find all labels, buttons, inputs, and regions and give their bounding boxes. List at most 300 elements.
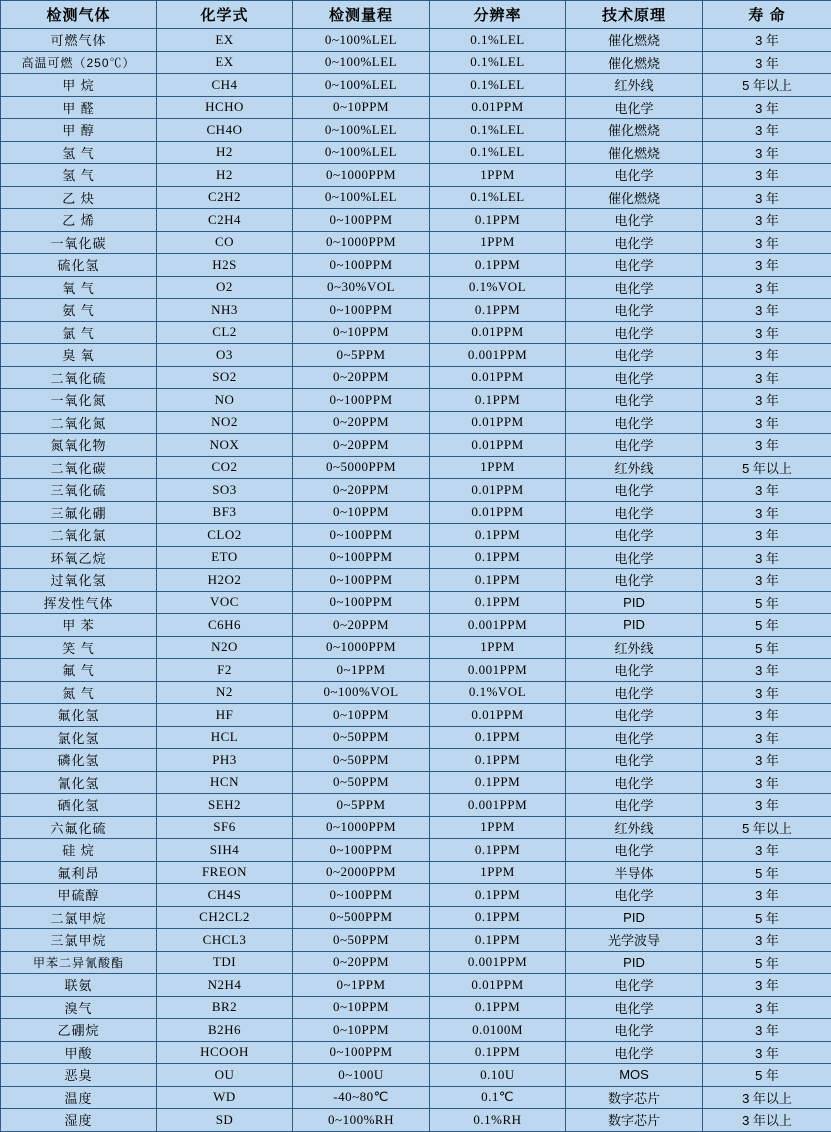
cell-detection-range: 0~100PPM	[293, 591, 430, 614]
cell-resolution: 0.01PPM	[430, 974, 566, 997]
cell-detection-range: 0~100PPM	[293, 299, 430, 322]
cell-resolution: 0.01PPM	[430, 411, 566, 434]
cell-lifespan: 5 年	[703, 636, 831, 659]
column-header-chemical-formula: 化学式	[157, 1, 293, 29]
cell-chemical-formula: CO2	[157, 456, 293, 479]
cell-technical-principle: 催化燃烧	[566, 51, 703, 74]
table-row	[1, 479, 831, 502]
table-row	[1, 524, 831, 547]
cell-lifespan: 5 年以上	[703, 816, 831, 839]
cell-gas-name: 甲酸	[1, 1041, 157, 1064]
cell-lifespan: 3 年	[703, 411, 831, 434]
cell-lifespan: 5 年	[703, 906, 831, 929]
cell-resolution: 0.1PPM	[430, 299, 566, 322]
table-row	[1, 771, 831, 794]
cell-detection-range: 0~100%VOL	[293, 681, 430, 704]
cell-gas-name: 二氧化氯	[1, 524, 157, 547]
cell-chemical-formula: HCOOH	[157, 1041, 293, 1064]
cell-technical-principle: 红外线	[566, 636, 703, 659]
cell-technical-principle: 催化燃烧	[566, 119, 703, 142]
table-row	[1, 1109, 831, 1132]
cell-detection-range: 0~20PPM	[293, 366, 430, 389]
cell-lifespan: 3 年	[703, 209, 831, 232]
cell-chemical-formula: SO3	[157, 479, 293, 502]
cell-resolution: 0.1℃	[430, 1086, 566, 1109]
cell-lifespan: 3 年	[703, 794, 831, 817]
table-row	[1, 74, 831, 97]
cell-detection-range: 0~1000PPM	[293, 816, 430, 839]
cell-resolution: 0.1%LEL	[430, 119, 566, 142]
cell-technical-principle: PID	[566, 951, 703, 974]
table-row	[1, 389, 831, 412]
cell-resolution: 0.1PPM	[430, 749, 566, 772]
cell-chemical-formula: SEH2	[157, 794, 293, 817]
cell-technical-principle: 电化学	[566, 164, 703, 187]
cell-resolution: 1PPM	[430, 816, 566, 839]
table-row	[1, 884, 831, 907]
cell-gas-name: 乙硼烷	[1, 1019, 157, 1042]
table-row	[1, 1086, 831, 1109]
cell-lifespan: 3 年	[703, 254, 831, 277]
cell-chemical-formula: HCHO	[157, 96, 293, 119]
cell-lifespan: 3 年	[703, 344, 831, 367]
cell-detection-range: 0~1000PPM	[293, 636, 430, 659]
cell-gas-name: 二氯甲烷	[1, 906, 157, 929]
table-row	[1, 704, 831, 727]
cell-chemical-formula: N2H4	[157, 974, 293, 997]
cell-lifespan: 3 年	[703, 141, 831, 164]
cell-resolution: 0.1PPM	[430, 546, 566, 569]
table-row	[1, 456, 831, 479]
cell-resolution: 0.1PPM	[430, 389, 566, 412]
cell-chemical-formula: N2	[157, 681, 293, 704]
cell-gas-name: 环氧乙烷	[1, 546, 157, 569]
cell-lifespan: 3 年以上	[703, 1086, 831, 1109]
cell-technical-principle: PID	[566, 614, 703, 637]
cell-chemical-formula: NO2	[157, 411, 293, 434]
cell-detection-range: 0~20PPM	[293, 951, 430, 974]
cell-chemical-formula: BR2	[157, 996, 293, 1019]
cell-technical-principle: 电化学	[566, 434, 703, 457]
cell-detection-range: 0~50PPM	[293, 726, 430, 749]
table-row	[1, 254, 831, 277]
cell-detection-range: 0~100PPM	[293, 1041, 430, 1064]
cell-lifespan: 3 年	[703, 524, 831, 547]
cell-detection-range: 0~1PPM	[293, 659, 430, 682]
cell-detection-range: 0~10PPM	[293, 996, 430, 1019]
cell-detection-range: 0~20PPM	[293, 479, 430, 502]
cell-detection-range: 0~30%VOL	[293, 276, 430, 299]
cell-gas-name: 氢 气	[1, 141, 157, 164]
cell-resolution: 0.1PPM	[430, 771, 566, 794]
cell-technical-principle: 电化学	[566, 231, 703, 254]
cell-gas-name: 二氧化硫	[1, 366, 157, 389]
cell-detection-range: 0~10PPM	[293, 321, 430, 344]
cell-detection-range: 0~10PPM	[293, 501, 430, 524]
cell-gas-name: 臭 氧	[1, 344, 157, 367]
cell-detection-range: 0~100%LEL	[293, 141, 430, 164]
cell-resolution: 1PPM	[430, 164, 566, 187]
cell-resolution: 0.1%RH	[430, 1109, 566, 1132]
cell-chemical-formula: HCL	[157, 726, 293, 749]
cell-technical-principle: 电化学	[566, 726, 703, 749]
cell-technical-principle: 电化学	[566, 344, 703, 367]
cell-technical-principle: 电化学	[566, 659, 703, 682]
cell-gas-name: 一氧化碳	[1, 231, 157, 254]
cell-chemical-formula: B2H6	[157, 1019, 293, 1042]
cell-chemical-formula: HF	[157, 704, 293, 727]
cell-chemical-formula: SIH4	[157, 839, 293, 862]
cell-gas-name: 磷化氢	[1, 749, 157, 772]
cell-technical-principle: 光学波导	[566, 929, 703, 952]
cell-gas-name: 氯化氢	[1, 726, 157, 749]
cell-resolution: 0.1PPM	[430, 906, 566, 929]
cell-resolution: 0.1PPM	[430, 839, 566, 862]
cell-detection-range: 0~100PPM	[293, 884, 430, 907]
table-row	[1, 164, 831, 187]
cell-technical-principle: MOS	[566, 1064, 703, 1087]
cell-technical-principle: 电化学	[566, 209, 703, 232]
cell-gas-name: 硒化氢	[1, 794, 157, 817]
cell-resolution: 0.01PPM	[430, 704, 566, 727]
cell-gas-name: 一氧化氮	[1, 389, 157, 412]
cell-chemical-formula: WD	[157, 1086, 293, 1109]
table-row	[1, 951, 831, 974]
table-row	[1, 726, 831, 749]
cell-chemical-formula: NO	[157, 389, 293, 412]
cell-chemical-formula: SF6	[157, 816, 293, 839]
cell-lifespan: 3 年	[703, 1041, 831, 1064]
cell-lifespan: 3 年	[703, 929, 831, 952]
cell-technical-principle: 电化学	[566, 501, 703, 524]
cell-detection-range: 0~10PPM	[293, 704, 430, 727]
cell-technical-principle: 电化学	[566, 771, 703, 794]
cell-technical-principle: 红外线	[566, 456, 703, 479]
cell-chemical-formula: CH4S	[157, 884, 293, 907]
cell-chemical-formula: SD	[157, 1109, 293, 1132]
cell-resolution: 0.001PPM	[430, 614, 566, 637]
cell-chemical-formula: H2	[157, 141, 293, 164]
cell-gas-name: 氮 气	[1, 681, 157, 704]
table-row	[1, 434, 831, 457]
table-header	[1, 1, 831, 29]
cell-detection-range: 0~100PPM	[293, 524, 430, 547]
table-row	[1, 29, 831, 52]
cell-chemical-formula: O2	[157, 276, 293, 299]
table-row	[1, 501, 831, 524]
cell-lifespan: 5 年	[703, 1064, 831, 1087]
cell-technical-principle: 电化学	[566, 479, 703, 502]
table-row	[1, 186, 831, 209]
cell-resolution: 0.01PPM	[430, 434, 566, 457]
table-row	[1, 839, 831, 862]
cell-detection-range: 0~100%LEL	[293, 51, 430, 74]
cell-resolution: 1PPM	[430, 231, 566, 254]
cell-detection-range: 0~100%LEL	[293, 29, 430, 52]
cell-gas-name: 甲 烷	[1, 74, 157, 97]
cell-lifespan: 3 年	[703, 186, 831, 209]
cell-gas-name: 笑 气	[1, 636, 157, 659]
cell-resolution: 1PPM	[430, 636, 566, 659]
cell-technical-principle: 电化学	[566, 1041, 703, 1064]
cell-resolution: 0.1PPM	[430, 524, 566, 547]
table-row	[1, 1019, 831, 1042]
cell-chemical-formula: CH4O	[157, 119, 293, 142]
cell-chemical-formula: H2O2	[157, 569, 293, 592]
cell-lifespan: 3 年	[703, 569, 831, 592]
cell-lifespan: 3 年	[703, 704, 831, 727]
cell-technical-principle: 电化学	[566, 1019, 703, 1042]
cell-resolution: 0.01PPM	[430, 96, 566, 119]
table-row	[1, 209, 831, 232]
cell-gas-name: 氢 气	[1, 164, 157, 187]
table-row	[1, 321, 831, 344]
cell-gas-name: 三氧化硫	[1, 479, 157, 502]
cell-gas-name: 联氨	[1, 974, 157, 997]
cell-technical-principle: 电化学	[566, 794, 703, 817]
cell-gas-name: 硅 烷	[1, 839, 157, 862]
table-row	[1, 974, 831, 997]
cell-gas-name: 二氧化碳	[1, 456, 157, 479]
table-row	[1, 51, 831, 74]
cell-resolution: 0.10U	[430, 1064, 566, 1087]
cell-technical-principle: 数字芯片	[566, 1086, 703, 1109]
cell-gas-name: 甲 苯	[1, 614, 157, 637]
cell-detection-range: 0~100PPM	[293, 389, 430, 412]
table-row	[1, 906, 831, 929]
cell-resolution: 0.1PPM	[430, 726, 566, 749]
cell-gas-name: 氟化氢	[1, 704, 157, 727]
cell-resolution: 1PPM	[430, 861, 566, 884]
cell-technical-principle: 电化学	[566, 524, 703, 547]
cell-lifespan: 3 年	[703, 771, 831, 794]
cell-technical-principle: 电化学	[566, 996, 703, 1019]
cell-chemical-formula: NH3	[157, 299, 293, 322]
cell-chemical-formula: CH2CL2	[157, 906, 293, 929]
cell-lifespan: 3 年	[703, 974, 831, 997]
cell-technical-principle: 半导体	[566, 861, 703, 884]
cell-detection-range: 0~500PPM	[293, 906, 430, 929]
table-row	[1, 231, 831, 254]
cell-technical-principle: PID	[566, 591, 703, 614]
cell-resolution: 1PPM	[430, 456, 566, 479]
cell-lifespan: 5 年	[703, 951, 831, 974]
cell-detection-range: 0~1000PPM	[293, 164, 430, 187]
cell-gas-name: 高温可燃（250℃）	[1, 51, 157, 74]
cell-gas-name: 可燃气体	[1, 29, 157, 52]
cell-lifespan: 3 年	[703, 119, 831, 142]
cell-chemical-formula: PH3	[157, 749, 293, 772]
cell-chemical-formula: H2S	[157, 254, 293, 277]
cell-detection-range: 0~50PPM	[293, 749, 430, 772]
cell-technical-principle: 电化学	[566, 411, 703, 434]
cell-detection-range: 0~1000PPM	[293, 231, 430, 254]
cell-resolution: 0.001PPM	[430, 659, 566, 682]
cell-detection-range: 0~20PPM	[293, 411, 430, 434]
cell-detection-range: 0~2000PPM	[293, 861, 430, 884]
cell-gas-name: 氨 气	[1, 299, 157, 322]
cell-resolution: 0.001PPM	[430, 344, 566, 367]
table-row	[1, 816, 831, 839]
cell-chemical-formula: VOC	[157, 591, 293, 614]
cell-detection-range: 0~100%LEL	[293, 119, 430, 142]
cell-chemical-formula: N2O	[157, 636, 293, 659]
cell-technical-principle: 电化学	[566, 389, 703, 412]
cell-resolution: 0.1PPM	[430, 209, 566, 232]
cell-resolution: 0.0100M	[430, 1019, 566, 1042]
cell-chemical-formula: TDI	[157, 951, 293, 974]
cell-gas-name: 六氟化硫	[1, 816, 157, 839]
cell-lifespan: 5 年	[703, 861, 831, 884]
cell-chemical-formula: CO	[157, 231, 293, 254]
table-row	[1, 749, 831, 772]
cell-detection-range: 0~100PPM	[293, 546, 430, 569]
cell-lifespan: 5 年以上	[703, 74, 831, 97]
cell-gas-name: 氯 气	[1, 321, 157, 344]
cell-technical-principle: 催化燃烧	[566, 186, 703, 209]
cell-gas-name: 氰化氢	[1, 771, 157, 794]
cell-chemical-formula: C2H2	[157, 186, 293, 209]
cell-resolution: 0.01PPM	[430, 479, 566, 502]
cell-detection-range: 0~100PPM	[293, 254, 430, 277]
cell-technical-principle: 电化学	[566, 974, 703, 997]
cell-gas-name: 氧 气	[1, 276, 157, 299]
cell-lifespan: 3 年	[703, 96, 831, 119]
column-header-lifespan: 寿 命	[703, 1, 831, 29]
cell-resolution: 0.1PPM	[430, 569, 566, 592]
table-row	[1, 276, 831, 299]
cell-detection-range: 0~50PPM	[293, 771, 430, 794]
cell-detection-range: 0~5PPM	[293, 794, 430, 817]
column-header-gas-name: 检测气体	[1, 1, 157, 29]
cell-chemical-formula: ETO	[157, 546, 293, 569]
cell-lifespan: 3 年	[703, 1019, 831, 1042]
cell-detection-range: 0~1PPM	[293, 974, 430, 997]
cell-resolution: 0.1%LEL	[430, 186, 566, 209]
cell-lifespan: 3 年	[703, 366, 831, 389]
table-row	[1, 614, 831, 637]
cell-technical-principle: 电化学	[566, 681, 703, 704]
cell-lifespan: 3 年	[703, 231, 831, 254]
cell-lifespan: 3 年	[703, 996, 831, 1019]
cell-lifespan: 3 年	[703, 884, 831, 907]
cell-technical-principle: 电化学	[566, 704, 703, 727]
column-header-detection-range: 检测量程	[293, 1, 430, 29]
cell-lifespan: 3 年	[703, 659, 831, 682]
cell-detection-range: 0~100U	[293, 1064, 430, 1087]
table-header-row	[1, 1, 831, 29]
cell-technical-principle: 电化学	[566, 749, 703, 772]
table-row	[1, 1041, 831, 1064]
cell-chemical-formula: CHCL3	[157, 929, 293, 952]
cell-lifespan: 5 年	[703, 591, 831, 614]
cell-technical-principle: 催化燃烧	[566, 141, 703, 164]
table-row	[1, 546, 831, 569]
table-row	[1, 141, 831, 164]
table-row	[1, 794, 831, 817]
cell-lifespan: 3 年	[703, 299, 831, 322]
cell-technical-principle: 电化学	[566, 254, 703, 277]
cell-chemical-formula: BF3	[157, 501, 293, 524]
cell-detection-range: 0~100%RH	[293, 1109, 430, 1132]
table-row	[1, 411, 831, 434]
cell-detection-range: 0~5PPM	[293, 344, 430, 367]
cell-detection-range: 0~10PPM	[293, 1019, 430, 1042]
cell-gas-name: 甲苯二异氰酸酯	[1, 951, 157, 974]
cell-gas-name: 湿度	[1, 1109, 157, 1132]
cell-technical-principle: 电化学	[566, 321, 703, 344]
cell-lifespan: 3 年	[703, 749, 831, 772]
cell-gas-name: 乙 炔	[1, 186, 157, 209]
cell-gas-name: 乙 烯	[1, 209, 157, 232]
cell-technical-principle: 电化学	[566, 299, 703, 322]
cell-chemical-formula: EX	[157, 29, 293, 52]
table-row	[1, 569, 831, 592]
cell-gas-name: 过氧化氢	[1, 569, 157, 592]
cell-detection-range: -40~80℃	[293, 1086, 430, 1109]
table-row	[1, 929, 831, 952]
cell-chemical-formula: FREON	[157, 861, 293, 884]
cell-gas-name: 挥发性气体	[1, 591, 157, 614]
table-row	[1, 861, 831, 884]
table-row	[1, 299, 831, 322]
cell-technical-principle: 电化学	[566, 839, 703, 862]
cell-lifespan: 3 年以上	[703, 1109, 831, 1132]
cell-gas-name: 甲 醛	[1, 96, 157, 119]
cell-detection-range: 0~20PPM	[293, 434, 430, 457]
cell-chemical-formula: CLO2	[157, 524, 293, 547]
cell-technical-principle: 红外线	[566, 816, 703, 839]
table-row	[1, 681, 831, 704]
cell-technical-principle: 电化学	[566, 96, 703, 119]
cell-detection-range: 0~10PPM	[293, 96, 430, 119]
cell-lifespan: 3 年	[703, 839, 831, 862]
cell-chemical-formula: C6H6	[157, 614, 293, 637]
cell-chemical-formula: NOX	[157, 434, 293, 457]
cell-lifespan: 3 年	[703, 164, 831, 187]
cell-chemical-formula: OU	[157, 1064, 293, 1087]
cell-lifespan: 3 年	[703, 726, 831, 749]
cell-resolution: 0.1%LEL	[430, 74, 566, 97]
cell-technical-principle: 电化学	[566, 546, 703, 569]
cell-lifespan: 3 年	[703, 501, 831, 524]
cell-detection-range: 0~5000PPM	[293, 456, 430, 479]
cell-chemical-formula: HCN	[157, 771, 293, 794]
cell-resolution: 0.1PPM	[430, 254, 566, 277]
cell-technical-principle: 电化学	[566, 884, 703, 907]
table-row	[1, 96, 831, 119]
cell-detection-range: 0~100%LEL	[293, 74, 430, 97]
cell-technical-principle: 电化学	[566, 569, 703, 592]
cell-chemical-formula: CH4	[157, 74, 293, 97]
cell-lifespan: 3 年	[703, 51, 831, 74]
cell-gas-name: 溴气	[1, 996, 157, 1019]
cell-gas-name: 恶臭	[1, 1064, 157, 1087]
cell-detection-range: 0~100PPM	[293, 209, 430, 232]
cell-resolution: 0.1%VOL	[430, 276, 566, 299]
cell-resolution: 0.1PPM	[430, 1041, 566, 1064]
cell-lifespan: 3 年	[703, 276, 831, 299]
table-row	[1, 996, 831, 1019]
cell-lifespan: 3 年	[703, 434, 831, 457]
table-row	[1, 659, 831, 682]
cell-resolution: 0.1%VOL	[430, 681, 566, 704]
table-row	[1, 366, 831, 389]
cell-gas-name: 三氯甲烷	[1, 929, 157, 952]
cell-resolution: 0.1PPM	[430, 884, 566, 907]
cell-chemical-formula: F2	[157, 659, 293, 682]
column-header-technical-principle: 技术原理	[566, 1, 703, 29]
